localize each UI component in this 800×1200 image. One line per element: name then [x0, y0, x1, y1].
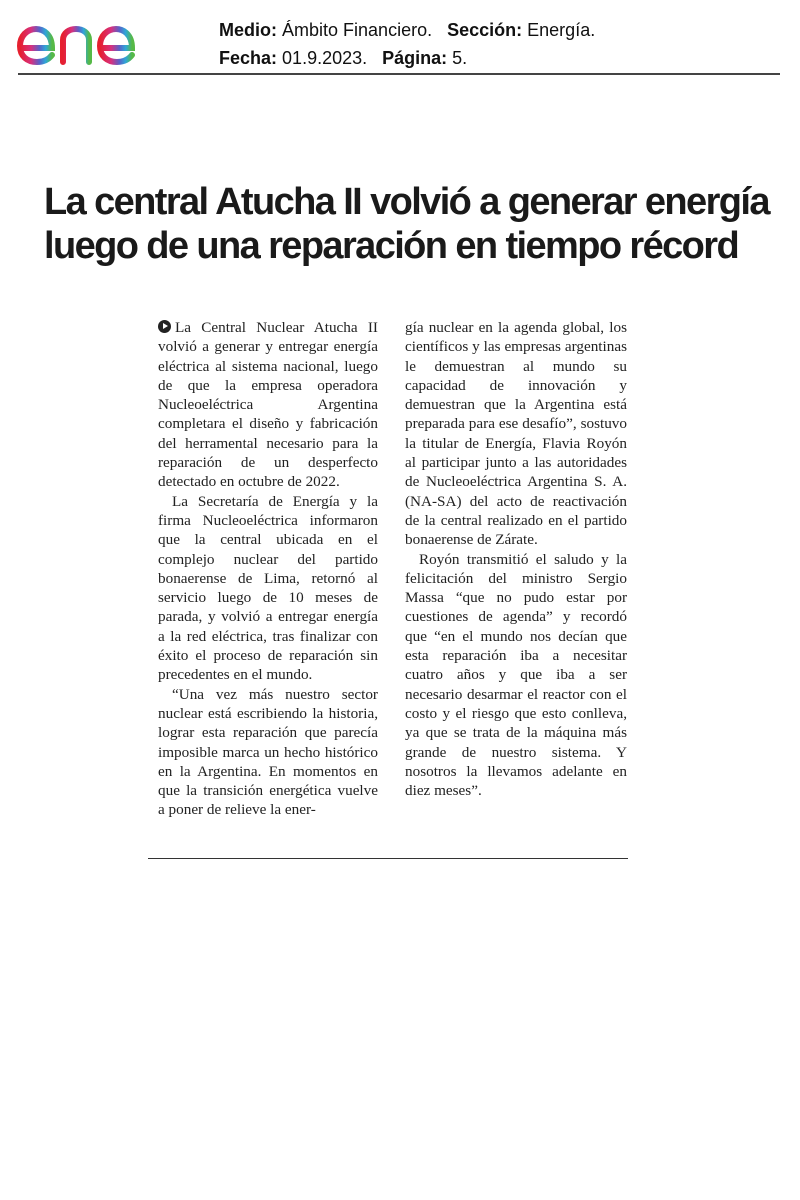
medio-value: Ámbito Financiero.	[282, 20, 433, 40]
article-column-right	[405, 318, 627, 800]
header-divider	[18, 73, 780, 75]
article-end-divider	[148, 858, 628, 859]
paragraph-1-text: La Central Nuclear Atucha II volvió a generar y entregar energía eléctrica al sistema nacional, luego de que la empresa operadora Nucleoeléctrica Argentina completara el diseño y fabricación del herramental necesario para la reparación de un desperfecto detectado en octubre de 2022.	[158, 319, 378, 491]
enel-logo-mark	[16, 4, 181, 68]
article-paragraph-3-end: gía nuclear en la agenda global, los científicos y las empresas argentinas le demuestran al mundo su capacidad de innovación y demuestran que la Argentina está preparada para ese desafío”, sostuvo la titular de Energía, Flavia Royón al participar junto a las autoridades de Nucleoeléctrica Argentina S. A. (NA-SA) del acto de reactivación de la central realizado en el partido bonaerense de Zárate.	[405, 319, 627, 549]
article-paragraph-4: Royón transmitió el saludo y la felicitación del ministro Sergio Massa “que no pudo estar por cuestiones de agenda” y recordó que “en el mundo nos decían que esta reparación iba a necesitar cuatro años y que iba a ser necesario desarmar el reactor con el costo y el riesgo que esto conlleva, ya que se trata de la máquina más grande de nuestro sistema. Y nosotros la llevamos adelante en diez meses”.	[405, 550, 627, 800]
pagina-value: 5.	[452, 48, 468, 68]
article-paragraph-1	[158, 318, 378, 492]
play-bullet-icon	[158, 320, 171, 333]
medio-label: Medio:	[219, 20, 277, 40]
enel-logo	[16, 4, 181, 68]
article-column-left	[158, 318, 378, 820]
fecha-label: Fecha:	[219, 48, 278, 68]
pagina-label: Página:	[382, 48, 448, 68]
article-headline: La central Atucha II volvió a generar energía luego de una reparación en tiempo récord	[44, 181, 769, 267]
fecha-value: 01.9.2023.	[282, 48, 368, 68]
clipping-metadata	[219, 16, 595, 72]
article-paragraph-2: La Secretaría de Energía y la firma Nucleoeléctrica informaron que la central ubicada en el complejo nuclear del partido bonaerense de Lima, retornó al servicio luego de 10 meses de parada, y volvió a entregar energía a la red eléctrica, tras finalizar con éxito el proceso de reparación sin precedentes en el mundo.	[158, 492, 378, 684]
seccion-label: Sección:	[447, 20, 523, 40]
seccion-value: Energía.	[527, 20, 596, 40]
metadata-line-2	[219, 44, 595, 72]
article-paragraph-3-start: “Una vez más nuestro sector nuclear está escribiendo la historia, lograr esta reparación que parecía imposible marca un hecho histórico en la Argentina. En momentos en que la transición energética vuelve a poner de relieve la ener-	[158, 685, 378, 819]
metadata-line-1	[219, 16, 595, 44]
